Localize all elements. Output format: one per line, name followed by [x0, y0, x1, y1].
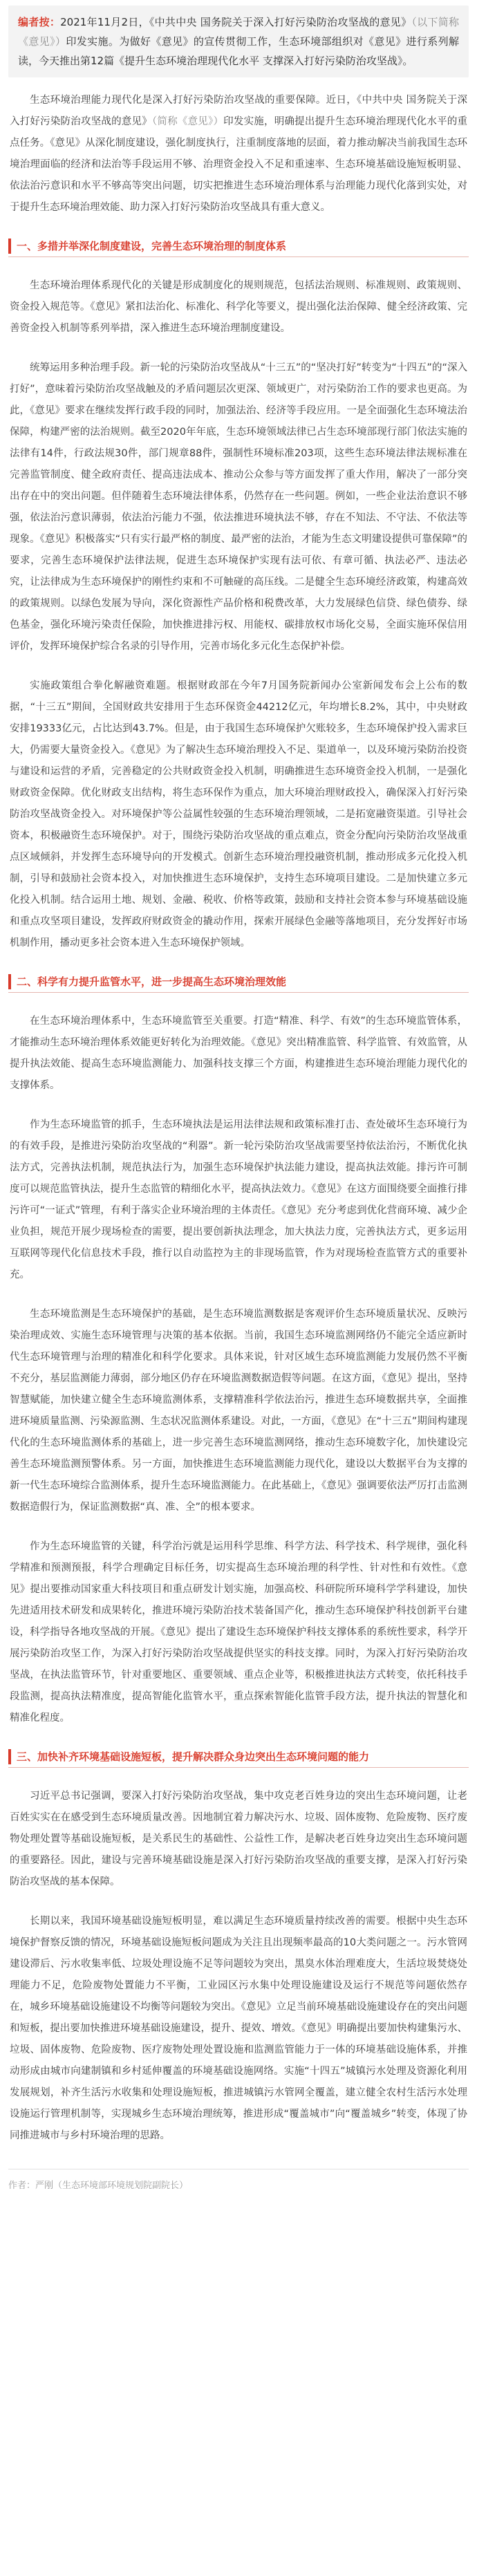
section-3-paragraph-1: 习近平总书记强调，要深入打好污染防治攻坚战，集中攻克老百姓身边的突出生态环境问题，让老百姓实实在在感受到生态环境质量改善。因地制宜着力解决污水、垃圾、固体废物、危险废物、医疗废物处理处置等基础设施短板，是关系民生的基础性、公益性工作，是解决老百姓身边突出生态环境问题的重要路径。因此，建设与完善环境基础设施是深入打好污染防治攻坚战的重要支撑，是深入打好污染防治攻坚战的基本保障。	[10, 1791, 467, 1887]
author-credit: 作者：严刚（生态环境部环境规划院副院长）	[8, 2181, 189, 2191]
section-divider-line	[8, 256, 469, 257]
section-1-paragraph-3: 实施政策组合拳化解融资难题。根据财政部在今年7月国务院新闻办公室新闻发布会上公布的数据，“十三五”期间，全国财政共安排用于生态环保资金44212亿元，年均增长8.2%，其中，中央财政安排19333亿元，占比达到43.7%。但是，由于我国生态环境保护欠账较多，生态环境保护投入需求巨大，仍需要大量资金投入。《意见》为了解决生态环境治理投入不足、渠道单一，以及环境污染防治投资与建设和运营的矛盾，完善稳定的公共财政资金投入机制，明确推进生态环境资金投入机制，一是强化财政资金保障。优化财政支出结构，将生态环保作为重点，加大环境治理财政投入，确保深入打好污染防治攻坚战资金投入。对环境保护等公益属性较强的生态环境治理领域，二是拓宽融资渠道。引导社会资本，积极融资生态环境保护。对于，围绕污染防治攻坚战的重点难点，资金分配向污染防治攻坚战重点区域倾斜，并发挥生态环境导向的开发模式。创新生态环境治理投融资机制，推动形成多元化投入机制，引导和鼓励社会资本投入，对加快推进生态环境保护，支持生态环境项目建设。二是加快建立多元化投入机制。结合运用土地、规划、金融、税收、价格等政策，鼓励和支持社会资本参与环境基础设施和重点攻坚项目建设，发挥政府财政资金的撬动作用，探索开展绿色金融等落地项目，充分发挥好市场机制作用，播动更多社会资本进入生态环境保护领域。	[10, 680, 467, 949]
section-divider-line	[8, 1767, 469, 1768]
section-2-paragraph-1: 在生态环境治理体系中，生态环境监管至关重要。打造“精准、科学、有效”的生态环境监管体系，才能推动生态环境治理体系效能更好转化为治理效能。《意见》突出精准监管、科学监管、有效监管，从提升执法效能、提高生态环境监测能力、加强科技支撑三个方面，构建推进生态环境治理能力现代化的支撑体系。	[10, 1016, 467, 1091]
intro-gray-text: （简称《意见》）	[151, 116, 224, 127]
section-divider-line	[8, 992, 469, 993]
section-marker-bar	[8, 239, 11, 254]
section-1-paragraph-1: 生态环境治理体系现代化的关键是形成制度化的规则规范，包括法治规则、标准规则、政策规则、资金投入规范等。《意见》紧扣法治化、标准化、科学化等要义，提出强化法治保障、健全经济政策、完善资金投入机制等系列举措，深入推进生态环境治理制度建设。	[10, 280, 467, 334]
section-1-header	[8, 235, 469, 257]
section-1-paragraph-2: 统筹运用多种治理手段。新一轮的污染防治攻坚战从“十三五”的“坚决打好”转变为“十四五”的“深入打好”，意味着污染防治攻坚战触及的矛盾问题层次更深、领域更广，对污染防治工作的要求也更高。为此，《意见》要求在继续发挥行政手段的同时，加强法治、经济等手段应用。一是全面强化生态环境法治保障，构建严密的法治规则。截至2020年年底，生态环境领域法律已占生态环境部现行部门依法实施的法律有14件，行政法规30件，部门规章88件，强制性环境标准203项，这些生态环境法律法规标准在完善监管制度、健全政府责任、提高违法成本、推动公众参与等方面发挥了重大作用，解决了一部分突出存在中的突出问题。但伴随着生态环境法律体系，仍然存在一些问题。例如，一些企业法治意识不够强，依法治污意识薄弱，依法治污能力不强，依法推进环境执法不够，存在不知法、不守法、不依法等现象。《意见》积极落实“只有实行最严格的制度、最严密的法治，才能为生态文明建设提供可靠保障”的要求，完善生态环境保护法律法规，促进生态环境保护实现有法可依、有章可循、执法必严、违法必究，让法律成为生态环境保护的刚性约束和不可触碰的高压线。二是健全生态环境经济政策，构建高效的政策规则。以绿色发展为导向，深化资源性产品价格和税费改革，大力发展绿色信贷、绿色债券、绿色基金，强化环境污染责任保险，加快推进排污权、用能权、碳排放权市场化交易，全面实施环保信用评价，发挥环境保护综合名录的引导作用，完善市场化多元化生态保护补偿。	[10, 362, 467, 652]
intro-text-2: 印发实施，明确提出提升生态环境治理现代化水平的重点任务。《意见》从深化制度建设，强化制度执行，注重制度落地的层面，着力推动解决当前我国生态环境治理面临的经济和法治等手段运用不够、治理资金投入不足和重速率、生态环境基础设施短板明显、依法治污意识和水平不够高等突出问题，切实把推进生态环境治理体系与治理能力现代化落到实处，对于提升生态环境治理效能、助力深入打好污染防治攻坚战具有重大意义。	[10, 116, 468, 213]
section-2-paragraph-3: 生态环境监测是生态环境保护的基础，是生态环境监测数据是客观评价生态环境质量状况、反映污染治理成效、实施生态环境管理与决策的基本依据。当前，我国生态环境监测网络仍不能完全适应新时代生态环境管理与治理的精准化和科学化要求。具体来说，针对区域生态环境监测能力发展仍然不平衡不充分，基层监测能力薄弱，部分地区仍存在环境监测数据造假等问题。在这方面，《意见》提出，坚持智慧赋能，加快建立健全生态环境监测体系，支撑精准科学依法治污，推进生态环境数据共享，全面推进环境质量监测、污染源监测、生态状况监测体系建设。对此，一方面，《意见》在“十三五”期间构建现代化的生态环境监测体系的基础上，进一步完善生态环境监测网络，推动生态环境数字化，加快建设完善生态环境监测预警体系。另一方面，加快推进生态环境监测能力现代化，建设以大数据平台为支撑的新一代生态环境综合监测体系，提升生态环境监测能力。在此基础上，《意见》强调要依法严厉打击监测数据造假行为，保证监测数据“真、准、全”的根本要求。	[10, 1309, 467, 1513]
editor-note-text-1: 2021年11月2日，《中共中央 国务院关于深入打好污染防治攻坚战的意见》	[60, 16, 412, 28]
section-3-title: 三、加快补齐环境基础设施短板，提升解决群众身边突出生态环境问题的能力	[17, 1751, 370, 1763]
editor-note	[8, 6, 469, 77]
intro-paragraph	[8, 90, 469, 218]
section-2-paragraph-4: 作为生态环境监管的关键，科学治污就是运用科学思维、科学方法、科学技术、科学规律，强化科学精准和预测预报，科学合理确定目标任务，切实提高生态环境治理的科学性、针对性和有效性。《意见》提出要推动国家重大科技项目和重点研发计划实施，加强高校、科研院所环境科学学科建设，加快先进适用技术研发和成果转化，推进环境污染防治技术装备国产化，推动生态环境保护科技创新平台建设，科学指导各地攻坚战的开展。《意见》提出了建设生态环境保护科技支撑体系的系统性要求，科学开展污染防治攻坚工作，为深入打好污染防治攻坚战提供坚实的科技支撑。同时，为深入打好污染防治攻坚战，在执法监管环节，针对重要地区、重要领域、重点企业等，积极推进执法方式转变，依托科技手段监测，提高执法精准度，提高智能化监管水平，重点探索智能化监管手段方法，提升执法的智慧化和精准化程度。	[10, 1541, 467, 1724]
section-marker-bar	[8, 974, 11, 989]
section-2-header	[8, 971, 469, 993]
editor-note-text-2: 印发实施。为做好《意见》的宣传贯彻工作，生态环境部组织对《意见》进行系列解读，今天推出第12篇《提升生态环境治理现代化水平 支撑深入打好污染防治攻坚战》。	[18, 35, 459, 67]
editor-note-gray-text: （以下简称《意见》）	[18, 16, 459, 48]
section-1-title: 一、多措并举深化制度建设，完善生态环境治理的制度体系	[17, 240, 287, 252]
section-3-header	[8, 1746, 469, 1768]
section-3-paragraph-2: 长期以来，我国环境基础设施短板明显，难以满足生态环境质量持续改善的需要。根据中央生态环境保护督察反馈的情况，环境基础设施短板问题成为关注且出现频率最高的10大类问题之一。污水管网建设滞后、污水收集率低、垃圾处理设施不足等问题较为突出，黑臭水体治理难度大，生活垃圾焚烧处理能力不足，危险废物处置能力不平衡，工业园区污水集中处理设施建设及运行不规范等问题依然存在，城乡环境基础设施建设不均衡等问题较为突出。《意见》立足当前环境基础设施建设存在的突出问题和短板，提出要加快推进环境基础设施建设，提升、提效、增效。《意见》明确提出要加快构建集污水、垃圾、固体废物、危险废物、医疗废物处理处置设施和监测监管能力于一体的环境基础设施体系，并推动形成由城市向建制镇和乡村延伸覆盖的环境基础设施网络。实施“十四五”城镇污水处理及资源化利用发展规划，补齐生活污水收集和处理设施短板，推进城镇污水管网全覆盖，建立健全农村生活污水处理设施运行管理机制等，实现城乡生态环境治理统筹，推进形成“覆盖城市”向“覆盖城乡”转变，体现了协同推进城市与乡村环境治理的思路。	[10, 1916, 467, 2141]
section-2-title: 二、科学有力提升监管水平，进一步提高生态环境治理效能	[17, 976, 287, 988]
section-marker-bar	[8, 1749, 11, 1764]
intro-text-1: 生态环境治理能力现代化是深入打好污染防治攻坚战的重要保障。近日，《中共中央 国务院关于深入打好污染防治攻坚战的意见》	[10, 95, 467, 127]
section-2-paragraph-2: 作为生态环境监管的抓手，生态环境执法是运用法律法规和政策标准打击、查处破坏生态环境行为的有效手段，是推进污染防治攻坚战的“利器”。新一轮污染防治攻坚战需要坚持依法治污，不断优化执法方式，完善执法机制，规范执法行为，加强生态环境保护执法能力建设，提高执法效能。排污许可制度可以规范监管执法，提升生态监管的精细化水平，提高执法效力。《意见》在这方面围绕要全面推行排污许可“一证式”管理，有利于落实企业环境治理的主体责任。《意见》充分考虑到优化营商环境、减少企业负担，规范开展少现场检查的需要，提出要创新执法理念，加大执法力度，完善执法方式，更多运用互联网等现代化信息技术手段，推行以自动监控为主的非现场监管，作为对现场检查监管方式的重要补充。	[10, 1119, 467, 1280]
editor-note-tag: 编者按：	[18, 16, 61, 28]
